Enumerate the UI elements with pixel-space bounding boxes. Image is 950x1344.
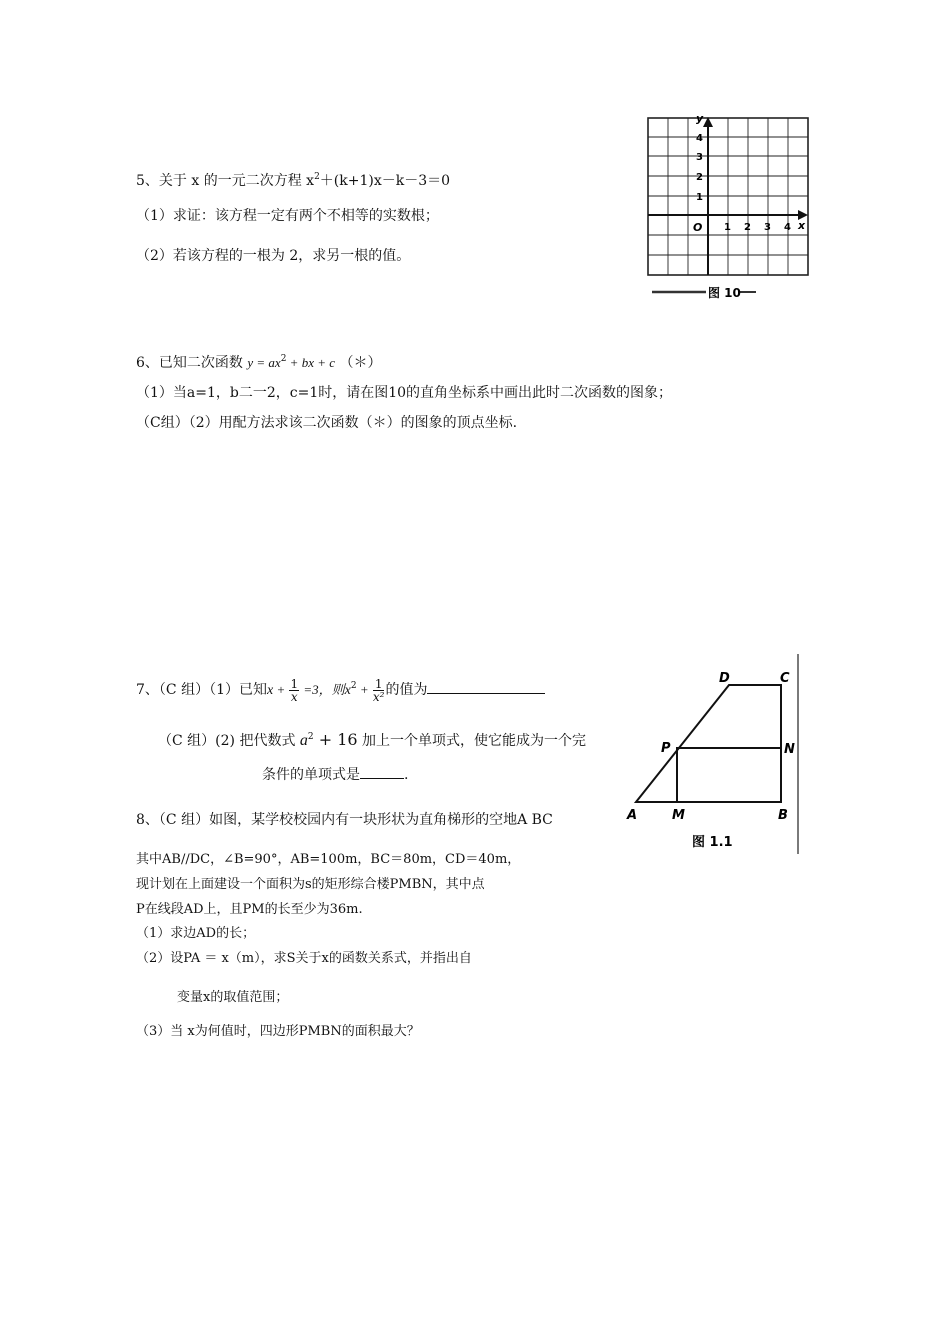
rectangle-PMBN [677,748,781,802]
figure-10-caption: 图 10 [708,286,741,300]
q6-formula-sup: 2 [280,354,287,364]
figure-10 [640,108,815,304]
q7-x2-var: x [344,683,351,698]
q7-frac-num: 1 [290,676,299,691]
q7-line2-expr-sup: 2 [307,732,314,742]
q7-x2-plus: + [356,682,372,697]
q7-frac-var: x [266,683,274,698]
label-N: N [784,742,795,757]
q7-line1-prefix: 7、（C 组）（1）已知 [136,682,267,698]
x-tick-label: 1 [724,222,731,233]
q7-answer-blank-1[interactable] [427,679,545,694]
q7-line3-end: . [404,767,409,783]
y-tick-label: 4 [696,133,703,144]
q7-x2-sup: 2 [350,681,357,691]
x-tick-label: 4 [784,222,791,233]
figure-1-1 [626,654,806,859]
q6-formula-b: + bx + c [286,355,336,370]
q6-title-suffix: （＊） [339,355,382,371]
q7-x2-frac-num: 1 [374,676,383,691]
axis-label-x: x [798,219,806,232]
grid-lines [648,118,808,275]
q7-line2-expr-a: a [299,732,308,749]
axis-label-y: y [696,112,704,125]
figure-1-1-caption: 图 1.1 [692,835,733,850]
q7-answer-blank-2[interactable] [360,764,404,779]
q8-line4: P在线段AD上，且PM的长至少为36m. [136,902,363,917]
q7-line2-prefix: （C 组）(2) 把代数式 [158,733,296,749]
q7-line3 [262,764,408,784]
q6-part2: （C组）（2）用配方法求该二次函数（＊）的图象的顶点坐标. [136,415,518,431]
figure-1-1-diagram [626,654,806,859]
y-tick-label: 3 [696,152,703,163]
q7-line3-text: 条件的单项式是 [262,767,360,783]
q5-title-sup: 2 [314,172,320,182]
origin-label: O [693,221,703,234]
q7-frac-den: x [290,689,298,704]
q6-part1: （1）当a=1，b二一2，c=1时，请在图10的直角坐标系中画出此时二次函数的图象； [136,385,673,401]
q6-formula-a: y = ax [247,355,281,370]
q5-title [136,168,450,190]
x-tick-label: 3 [764,222,771,233]
q8-part1: （1）求边AD的长； [136,926,256,941]
label-D: D [719,671,730,686]
label-B: B [778,808,788,823]
q7-x2-fraction [373,678,385,703]
q7-frac-eq: =3，则 [300,682,345,697]
q7-fraction [289,678,299,703]
x-tick-label: 2 [744,222,751,233]
q5-part2: （2）若该方程的一根为 2，求另一根的值。 [136,248,411,264]
figure-10-grid [640,108,815,304]
q5-part1: （1）求证：该方程一定有两个不相等的实数根； [136,208,439,224]
q7-line2-expr-b: + 16 [313,730,358,749]
q7-frac-plus: + [273,682,289,697]
q8-part3: （3）当 x为何值时，四边形PMBN的面积最大？ [136,1024,420,1039]
q7-line2 [158,728,624,750]
q8-part2b: 变量x的取值范围； [177,990,289,1005]
label-P: P [661,741,671,756]
q5-title-prefix: 5、关于 x 的一元二次方程 x [136,173,315,189]
q7-line1-suffix: 的值为 [385,682,428,698]
q8-part2: （2）设PA ＝ x（m），求S关于x的函数关系式，并指出自 [136,951,472,966]
q8-line3: 现计划在上面建设一个面积为s的矩形综合楼PMBN，其中点 [136,877,485,892]
label-A: A [627,808,638,823]
y-tick-label: 1 [696,192,703,203]
q8-line2: 其中AB//DC，∠B=90°，AB=100m，BC＝80m，CD＝40m， [136,852,521,867]
q8-line1: 8、（C 组）如图，某学校校园内有一块形状为直角梯形的空地A BC [136,812,553,828]
q7-line1 [136,677,545,713]
label-M: M [672,808,685,823]
q6-title [136,350,381,372]
q6-title-prefix: 6、已知二次函数 [136,355,243,371]
q7-line2-suffix: 加上一个单项式，使它能成为一个完 [362,733,587,749]
q5-title-suffix: ＋(k+1)x－k－3＝0 [319,173,451,189]
y-tick-label: 2 [696,172,703,183]
label-C: C [780,671,790,686]
q7-x2-frac-den: x² [372,689,385,704]
trapezoid-ABCD [636,685,781,802]
